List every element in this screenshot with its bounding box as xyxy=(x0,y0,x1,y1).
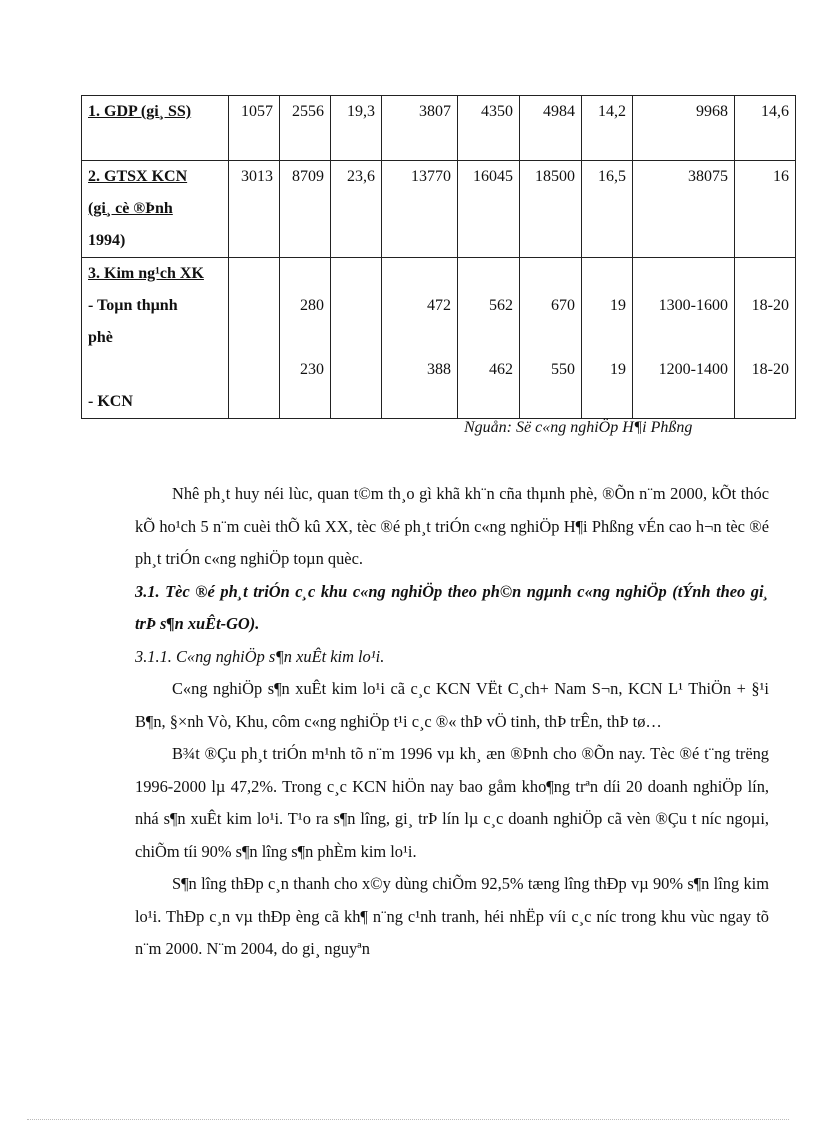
row-label-line: (gi¸ cè ®Þnh xyxy=(88,200,173,217)
cell-value xyxy=(286,386,324,418)
cell-value xyxy=(639,322,728,354)
cell-value xyxy=(526,258,575,290)
cell-value: 1300-1600 xyxy=(658,297,728,314)
table-body xyxy=(82,96,796,419)
table-cell xyxy=(382,96,458,161)
page-bottom-rule xyxy=(27,1119,789,1120)
cell-value xyxy=(286,258,324,290)
body-text xyxy=(135,478,769,966)
cell-value: 280 xyxy=(300,297,324,314)
cell-value xyxy=(337,386,375,418)
cell-value: 9968 xyxy=(696,103,728,120)
cell-value: 16 xyxy=(773,168,789,185)
cell-value xyxy=(235,354,273,386)
cell-value: 472 xyxy=(427,297,451,314)
cell-value: 19,3 xyxy=(347,103,375,120)
row-label xyxy=(82,96,229,161)
table-cell xyxy=(280,258,331,419)
cell-value: 550 xyxy=(551,361,575,378)
cell-value xyxy=(588,386,626,418)
cell-value xyxy=(464,386,513,418)
table-cell xyxy=(331,258,382,419)
cell-value xyxy=(464,258,513,290)
table-cell xyxy=(633,96,735,161)
row-label xyxy=(82,161,229,258)
cell-value xyxy=(235,322,273,354)
cell-value: 3807 xyxy=(419,103,451,120)
table-cell xyxy=(280,96,331,161)
cell-value: 18500 xyxy=(535,168,575,185)
cell-value: 462 xyxy=(489,361,513,378)
cell-value xyxy=(388,322,451,354)
table-cell xyxy=(633,258,735,419)
cell-value xyxy=(337,322,375,354)
table-cell xyxy=(331,96,382,161)
section-heading: 3.1. Tèc ®é ph¸t triÓn c¸c khu c«ng nghiÖp theo ph©n ngµnh c«ng nghiÖp (tÝnh theo gi¸ trÞ s¶n xuÊt-GO). xyxy=(135,581,769,633)
cell-value xyxy=(588,322,626,354)
table-cell xyxy=(458,161,520,258)
cell-value xyxy=(337,258,375,290)
cell-value xyxy=(286,322,324,354)
table-cell xyxy=(331,161,382,258)
cell-value: 230 xyxy=(300,361,324,378)
cell-value xyxy=(741,258,789,290)
cell-value xyxy=(639,258,728,290)
row-label-line: - KCN xyxy=(88,393,133,410)
table-cell xyxy=(582,96,633,161)
table-cell xyxy=(735,258,796,419)
cell-value: 8709 xyxy=(292,168,324,185)
cell-value xyxy=(235,258,273,290)
row-label-line: 1994) xyxy=(88,232,126,249)
table-cell xyxy=(229,161,280,258)
cell-value xyxy=(337,354,375,386)
cell-value: 1200-1400 xyxy=(658,361,728,378)
row-label-line: 3. Kim ng¹ch XK xyxy=(88,265,204,282)
paragraph: C«ng nghiÖp s¶n xuÊt kim lo¹i cã c¸c KCN VËt C¸ch+ Nam S¬n, KCN L¹ ThiÖn + §¹i B¶n, §×nh Vò, Khu, côm c«ng nghiÖp t¹i c¸c ®« thÞ vÖ tinh, thÞ trÊn, thÞ tø… xyxy=(135,679,769,731)
cell-value: 19 xyxy=(610,297,626,314)
cell-value: 18-20 xyxy=(751,297,789,314)
table-cell xyxy=(582,161,633,258)
table-cell xyxy=(735,161,796,258)
table-cell xyxy=(582,258,633,419)
cell-value: 670 xyxy=(551,297,575,314)
cell-value xyxy=(235,386,273,418)
cell-value xyxy=(235,290,273,322)
table-row xyxy=(82,96,796,161)
cell-value: 38075 xyxy=(688,168,728,185)
source-note: Nguån: Së c«ng nghiÖp H¶i Phßng xyxy=(464,419,693,436)
subsection-heading: 3.1.1. C«ng nghiÖp s¶n xuÊt kim lo¹i. xyxy=(135,646,385,666)
cell-value: 4350 xyxy=(481,103,513,120)
table-cell xyxy=(633,161,735,258)
cell-value: 14,2 xyxy=(598,103,626,120)
paragraph: Nhê ph¸t huy néi lùc, quan t©m th¸o gì khã kh¨n cña thµnh phè, ®Õn n¨m 2000, kÕt thóc kÕ ho¹ch 5 n¨m cuèi thÕ kû XX, tèc ®é ph¸t triÓn c«ng nghiÖp H¶i Phßng vÉn cao h¬n tèc ®é ph¸t triÓn c«ng nghiÖp toµn quèc. xyxy=(135,484,769,568)
cell-value xyxy=(388,386,451,418)
table-cell xyxy=(520,96,582,161)
row-label-line: - Toµn thµnh xyxy=(88,297,178,314)
table-cell xyxy=(735,96,796,161)
cell-value xyxy=(388,258,451,290)
table-cell xyxy=(280,161,331,258)
cell-value: 562 xyxy=(489,297,513,314)
cell-value: 18-20 xyxy=(751,361,789,378)
cell-value xyxy=(639,386,728,418)
table-row xyxy=(82,258,796,419)
table-cell xyxy=(382,161,458,258)
row-label-line: 2. GTSX KCN xyxy=(88,168,188,185)
row-label xyxy=(82,258,229,419)
cell-value: 14,6 xyxy=(761,103,789,120)
table-cell xyxy=(520,258,582,419)
cell-value: 16045 xyxy=(473,168,513,185)
table-cell xyxy=(382,258,458,419)
cell-value: 3013 xyxy=(241,168,273,185)
cell-value: 23,6 xyxy=(347,168,375,185)
cell-value xyxy=(337,290,375,322)
cell-value: 1057 xyxy=(241,103,273,120)
statistics-table xyxy=(81,95,796,419)
row-label-line: 1. GDP (gi¸ SS) xyxy=(88,103,192,120)
table-row xyxy=(82,161,796,258)
paragraph: B¾t ®Çu ph¸t triÓn m¹nh tõ n¨m 1996 vµ kh¸ æn ®Þnh cho ®Õn nay. Tèc ®é t¨ng trëng 1996-2000 lµ 47,2%. Trong c¸c KCN hiÖn nay bao gåm kho¶ng trªn díi 20 doanh nghiÖp lín, nhá s¶n xuÊt kim lo¹i. T¹o ra s¶n lîng, gi¸ trÞ lín lµ c¸c doanh nghiÖp cã vèn ®Çu t níc ngoµi, chiÕm tíi 90% s¶n lîng s¶n phÈm kim lo¹i. xyxy=(135,744,769,861)
cell-value: 19 xyxy=(610,361,626,378)
cell-value: 13770 xyxy=(411,168,451,185)
cell-value: 16,5 xyxy=(598,168,626,185)
table-cell xyxy=(229,258,280,419)
cell-value: 4984 xyxy=(543,103,575,120)
cell-value xyxy=(464,322,513,354)
cell-value: 2556 xyxy=(292,103,324,120)
table-cell xyxy=(520,161,582,258)
cell-value xyxy=(526,322,575,354)
cell-value xyxy=(741,386,789,418)
cell-value xyxy=(588,258,626,290)
table-cell xyxy=(458,258,520,419)
table-cell xyxy=(458,96,520,161)
row-label-line: phè xyxy=(88,329,113,346)
cell-value xyxy=(526,386,575,418)
cell-value xyxy=(741,322,789,354)
cell-value: 388 xyxy=(427,361,451,378)
paragraph: S¶n lîng thÐp c¸n thanh cho x©y dùng chiÕm 92,5% tæng lîng thÐp vµ 90% s¶n lîng kim lo¹i. ThÐp c¸n vµ thÐp èng cã kh¶ n¨ng c¹nh tranh, héi nhËp víi c¸c níc trong khu vùc ngay tõ n¨m 2000. N¨m 2004, do gi¸ nguyªn xyxy=(135,874,769,958)
table-cell xyxy=(229,96,280,161)
row-label-line xyxy=(88,354,222,386)
